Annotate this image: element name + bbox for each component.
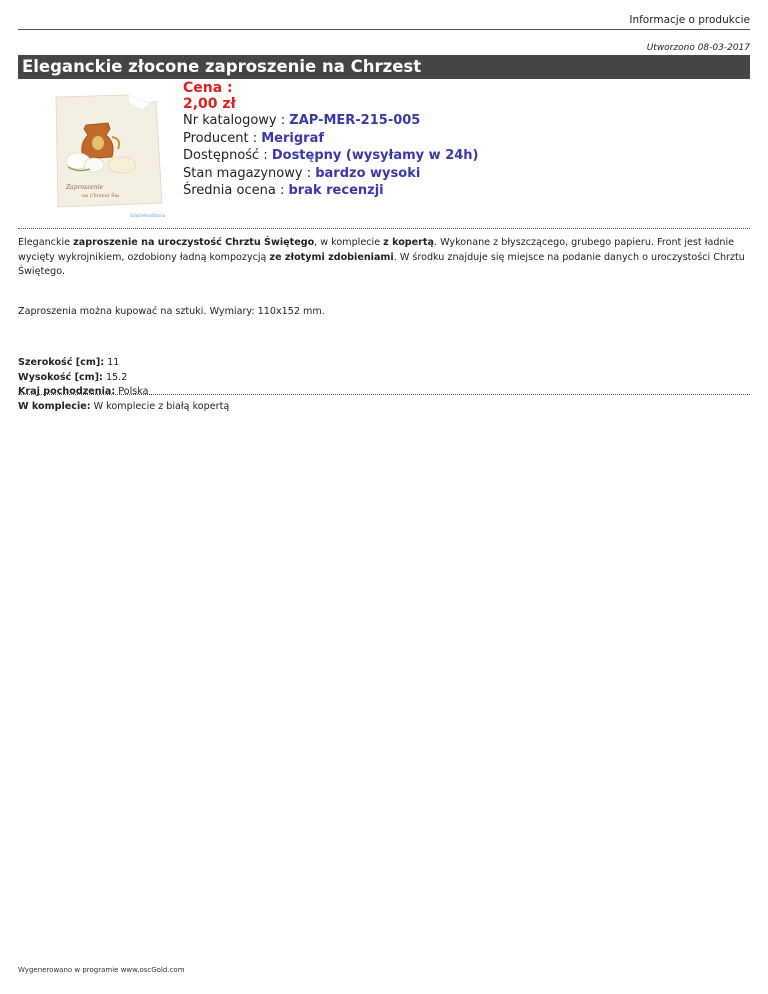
description-paragraph-1: Eleganckie zaproszenie na uroczystość Chrztu Świętego, w komplecie z kopertą. Wykonane z błyszczącego, grubego papieru. Front jest ładnie wycięty wykrojnikiem, ozdobiony ładną kompozycją ze złotymi zdobieniami. W środku znajduje się miejsce na podanie danych o uroczystości Chrztu Świętego.: [18, 237, 745, 277]
image-caption: Zaproszenie: [66, 184, 104, 191]
availability-label: Dostępność :: [183, 148, 272, 163]
rating-row: [183, 182, 479, 200]
specs-list: [18, 356, 750, 414]
spec-height: Wysokość [cm]: 15.2: [18, 371, 128, 383]
producer-label: Producent :: [183, 130, 262, 146]
producer-row: [183, 130, 479, 148]
description-paragraph-2: Zaproszenia można kupować na sztuki. Wymiary: 110x152 mm.: [18, 306, 325, 317]
section-title: Informacje o produkcie: [629, 14, 750, 26]
product-info: [183, 80, 479, 200]
price-label: Cena :: [183, 80, 233, 96]
image-caption-2: na Chrzest Św.: [82, 193, 120, 199]
availability-row: [183, 147, 479, 165]
producer-value: Merigraf: [261, 130, 325, 146]
stock-row: [183, 165, 479, 183]
rating-value: brak recenzji: [288, 183, 384, 198]
availability-value: Dostępny (wysyłamy w 24h): [271, 148, 479, 163]
catalog-label: Nr katalogowy :: [183, 113, 290, 128]
rating-label: Średnia ocena :: [183, 183, 289, 198]
page-header: [18, 12, 750, 30]
catalog-row: [183, 112, 479, 130]
product-title: Eleganckie złocone zaproszenie na Chrzest: [18, 55, 750, 79]
spec-set: W komplecie: W komplecie z białą kopertą: [18, 400, 230, 412]
stock-label: Stan magazynowy :: [183, 165, 316, 181]
product-image: [38, 85, 174, 221]
spec-width: Szerokość [cm]: 11: [18, 357, 120, 368]
image-watermark: SzlachetnaStrona: [130, 213, 166, 218]
spec-origin: Kraj pochodzenia: Polska: [18, 386, 149, 397]
stock-value: bardzo wysoki: [315, 165, 421, 181]
price-value: 2,00 zł: [183, 96, 236, 112]
divider-top: [18, 228, 750, 229]
created-date: Utworzono 08-03-2017: [646, 43, 750, 53]
footer-text: Wygenerowano w programie www.oscGold.com: [18, 966, 185, 974]
catalog-value: ZAP-MER-215-005: [289, 113, 421, 128]
divider-bottom: [18, 394, 750, 395]
